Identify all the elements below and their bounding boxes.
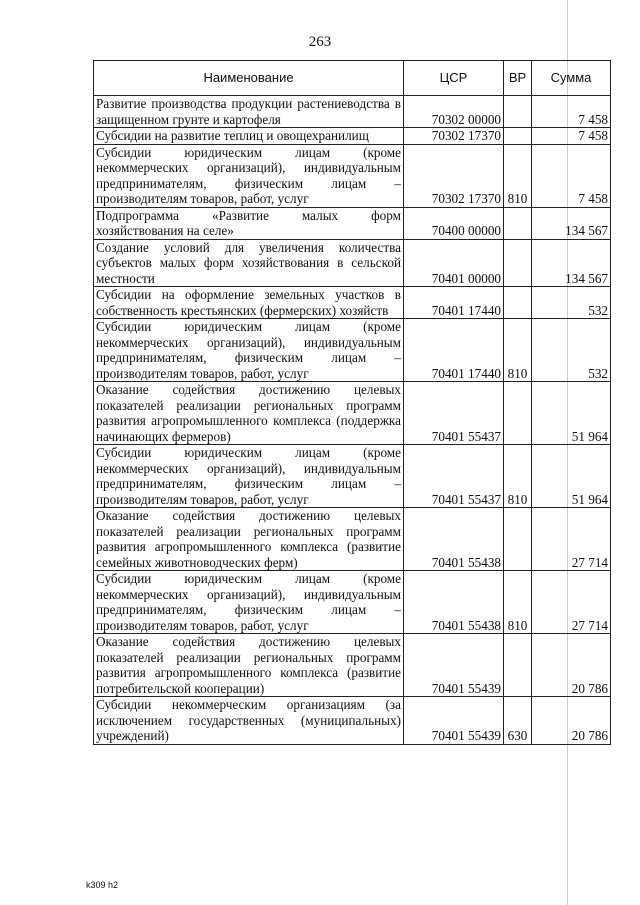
cell-sum: 532 xyxy=(532,319,611,382)
cell-sum: 51 964 xyxy=(532,382,611,445)
cell-vr xyxy=(504,508,532,571)
cell-csr: 70302 00000 xyxy=(404,96,504,128)
cell-csr: 70401 55438 xyxy=(404,508,504,571)
cell-vr: 810 xyxy=(504,445,532,508)
cell-sum: 134 567 xyxy=(532,239,611,287)
table-row xyxy=(94,382,611,445)
cell-vr: 630 xyxy=(504,697,532,745)
budget-table xyxy=(93,60,611,745)
header-sum: Сумма xyxy=(532,61,611,96)
table-row xyxy=(94,239,611,287)
header-csr: ЦСР xyxy=(404,61,504,96)
cell-sum: 532 xyxy=(532,287,611,319)
cell-name: Субсидии некоммерческим организациям (за исключением государственных (муниципальных) учреждений) xyxy=(94,697,404,745)
table-row xyxy=(94,697,611,745)
cell-sum: 51 964 xyxy=(532,445,611,508)
cell-vr xyxy=(504,96,532,128)
cell-sum: 20 786 xyxy=(532,634,611,697)
cell-sum: 20 786 xyxy=(532,697,611,745)
cell-vr xyxy=(504,239,532,287)
cell-vr xyxy=(504,207,532,239)
table-row xyxy=(94,96,611,128)
table-body xyxy=(94,96,611,745)
cell-name: Субсидии юридическим лицам (кроме некоммерческих организаций), индивидуальным предпринимателям, физическим лицам – производителям товаров, работ, услуг xyxy=(94,144,404,207)
cell-csr: 70401 00000 xyxy=(404,239,504,287)
cell-vr xyxy=(504,128,532,145)
table-row xyxy=(94,319,611,382)
cell-csr: 70401 55438 xyxy=(404,571,504,634)
cell-csr: 70302 17370 xyxy=(404,144,504,207)
cell-name: Субсидии юридическим лицам (кроме некоммерческих организаций), индивидуальным предпринимателям, физическим лицам – производителям товаров, работ, услуг xyxy=(94,571,404,634)
cell-sum: 27 714 xyxy=(532,508,611,571)
table-row xyxy=(94,144,611,207)
cell-name: Оказание содействия достижению целевых показателей реализации региональных программ развития агропромышленного комплекса (развитие семейных животноводческих ферм) xyxy=(94,508,404,571)
table-row xyxy=(94,287,611,319)
table-row xyxy=(94,207,611,239)
cell-sum: 7 458 xyxy=(532,128,611,145)
cell-name: Развитие производства продукции растениеводства в защищенном грунте и картофеля xyxy=(94,96,404,128)
cell-sum: 7 458 xyxy=(532,96,611,128)
cell-csr: 70400 00000 xyxy=(404,207,504,239)
cell-vr xyxy=(504,287,532,319)
page-number: 263 xyxy=(308,34,332,50)
cell-csr: 70401 55437 xyxy=(404,445,504,508)
cell-vr xyxy=(504,382,532,445)
cell-csr: 70401 55437 xyxy=(404,382,504,445)
table-row xyxy=(94,508,611,571)
cell-name: Субсидии юридическим лицам (кроме некоммерческих организаций), индивидуальным предпринимателям, физическим лицам – производителям товаров, работ, услуг xyxy=(94,445,404,508)
cell-name: Оказание содействия достижению целевых показателей реализации региональных программ развития агропромышленного комплекса (развитие потребительской кооперации) xyxy=(94,634,404,697)
footer-code: k309 h2 xyxy=(86,880,119,890)
header-name: Наименование xyxy=(94,61,404,96)
table-row xyxy=(94,634,611,697)
cell-csr: 70401 17440 xyxy=(404,319,504,382)
cell-sum: 134 567 xyxy=(532,207,611,239)
table-row xyxy=(94,571,611,634)
table-header-row xyxy=(94,61,611,96)
cell-csr: 70401 55439 xyxy=(404,697,504,745)
cell-name: Субсидии на развитие теплиц и овощехранилищ xyxy=(94,128,404,145)
cell-csr: 70302 17370 xyxy=(404,128,504,145)
cell-name: Субсидии на оформление земельных участков в собственность крестьянских (фермерских) хозяйств xyxy=(94,287,404,319)
cell-vr: 810 xyxy=(504,319,532,382)
cell-name: Создание условий для увеличения количества субъектов малых форм хозяйствования в сельской местности xyxy=(94,239,404,287)
cell-csr: 70401 55439 xyxy=(404,634,504,697)
header-vr: ВР xyxy=(504,61,532,96)
cell-name: Оказание содействия достижению целевых показателей реализации региональных программ развития агропромышленного комплекса (поддержка начинающих фермеров) xyxy=(94,382,404,445)
cell-sum: 7 458 xyxy=(532,144,611,207)
cell-csr: 70401 17440 xyxy=(404,287,504,319)
cell-name: Субсидии юридическим лицам (кроме некоммерческих организаций), индивидуальным предпринимателям, физическим лицам – производителям товаров, работ, услуг xyxy=(94,319,404,382)
table-row xyxy=(94,128,611,145)
cell-name: Подпрограмма «Развитие малых форм хозяйствования на селе» xyxy=(94,207,404,239)
table-row xyxy=(94,445,611,508)
cell-vr xyxy=(504,634,532,697)
cell-vr: 810 xyxy=(504,571,532,634)
cell-vr: 810 xyxy=(504,144,532,207)
cell-sum: 27 714 xyxy=(532,571,611,634)
